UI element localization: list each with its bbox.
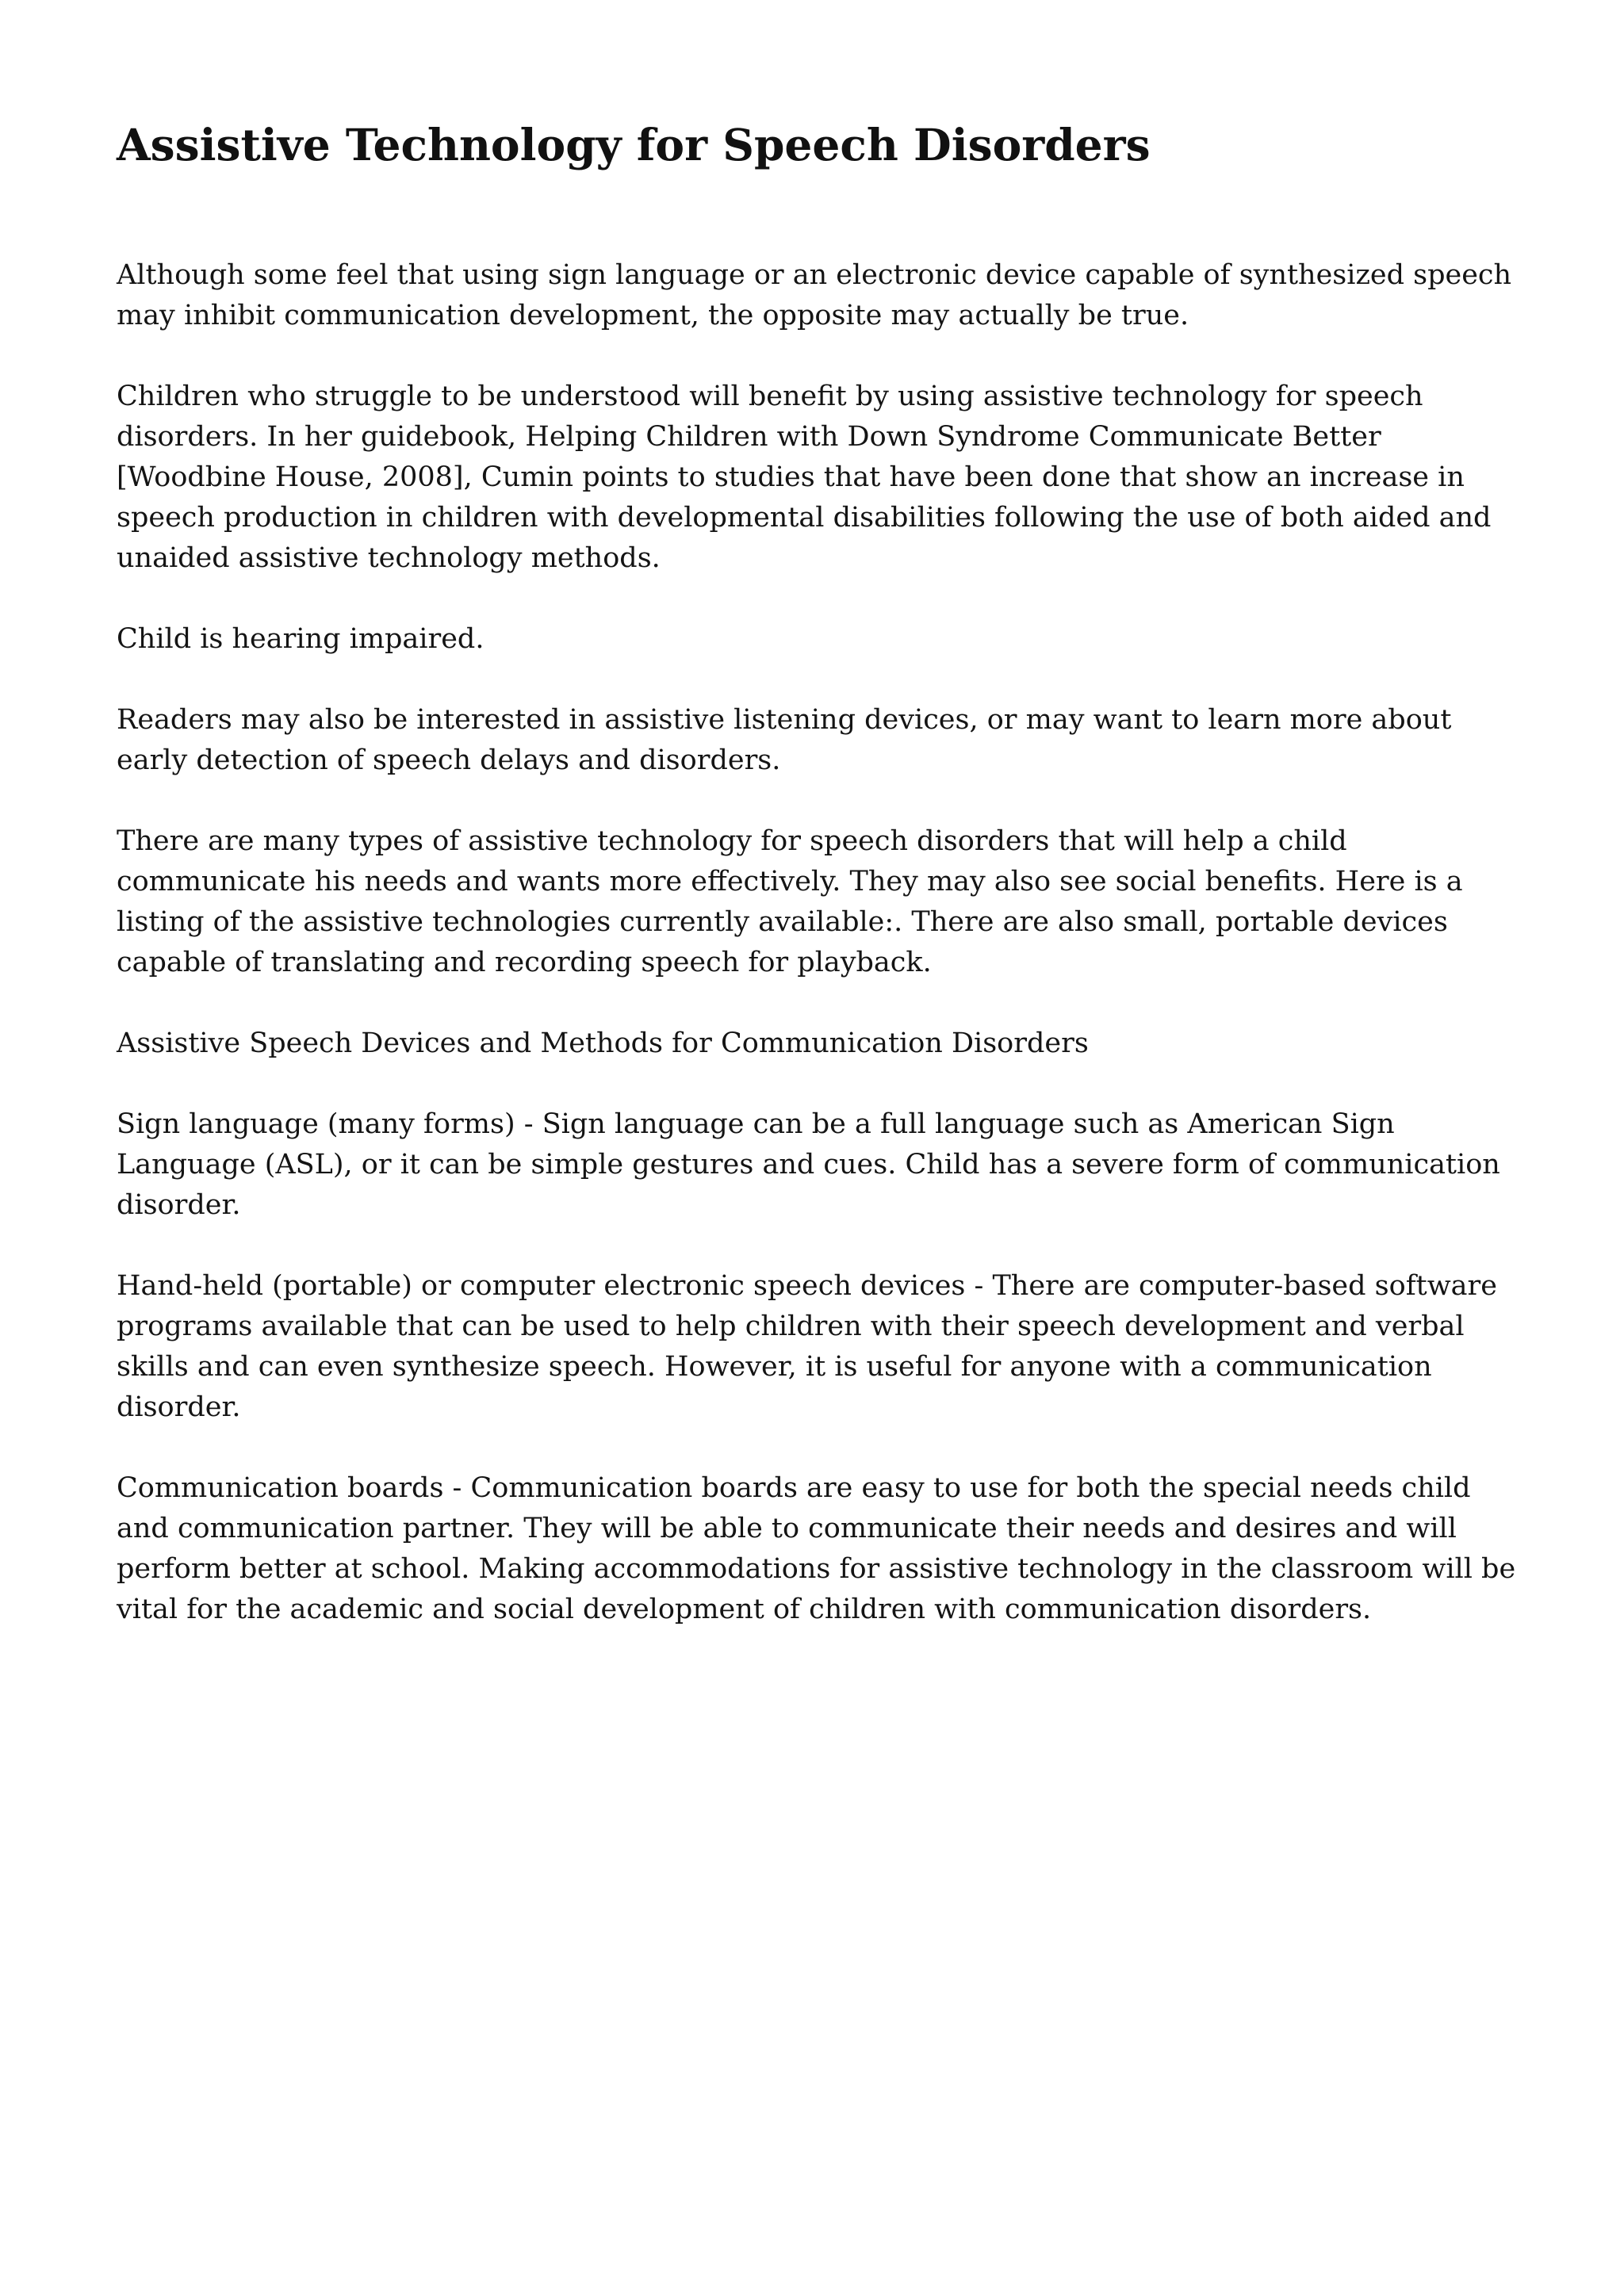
paragraph-electronic-devices: Hand-held (portable) or computer electronic speech devices - There are computer-based software programs available that can be used to help children with their speech development and verbal skills and can even synthesize speech. However, it is useful for anyone with a communication disorder. <box>117 1270 1497 1423</box>
page-title: Assistive Technology for Speech Disorders <box>117 119 1151 170</box>
paragraph-intro: Although some feel that using sign language or an electronic device capable of synthesized speech may inhibit communication development, the opposite may actually be true. <box>117 259 1512 331</box>
section-heading-devices: Assistive Speech Devices and Methods for Communication Disorders <box>117 1027 1089 1059</box>
paragraph-sign-language: Sign language (many forms) - Sign language can be a full language such as American Sign Language (ASL), or it can be simple gestures and cues. Child has a severe form of communication disorder. <box>117 1108 1500 1221</box>
paragraph-hearing: Child is hearing impaired. <box>117 623 485 655</box>
document-page <box>117 119 1524 1670</box>
paragraph-communication-boards: Communication boards - Communication boards are easy to use for both the special needs child and communication partner. They will be able to communicate their needs and desires and will perform better at school. Making accommodations for assistive technology in the classroom will be vital for the academic and social development of children with communication disorders. <box>117 1472 1516 1625</box>
paragraph-types: There are many types of assistive technology for speech disorders that will help a child communicate his needs and wants more effectively. They may also see social benefits. Here is a listing of the assistive technologies currently available:. There are also small, portable devices capable of translating and recording speech for playback. <box>117 825 1463 978</box>
paragraph-benefits: Children who struggle to be understood will benefit by using assistive technology for speech disorders. In her guidebook, Helping Children with Down Syndrome Communicate Better [Woodbine House, 2008], Cumin points to studies that have been done that show an increase in speech production in children with developmental disabilities following the use of both aided and unaided assistive technology methods. <box>117 381 1492 574</box>
paragraph-readers: Readers may also be interested in assistive listening devices, or may want to learn more about early detection of speech delays and disorders. <box>117 704 1452 776</box>
article-body <box>117 255 1524 1630</box>
